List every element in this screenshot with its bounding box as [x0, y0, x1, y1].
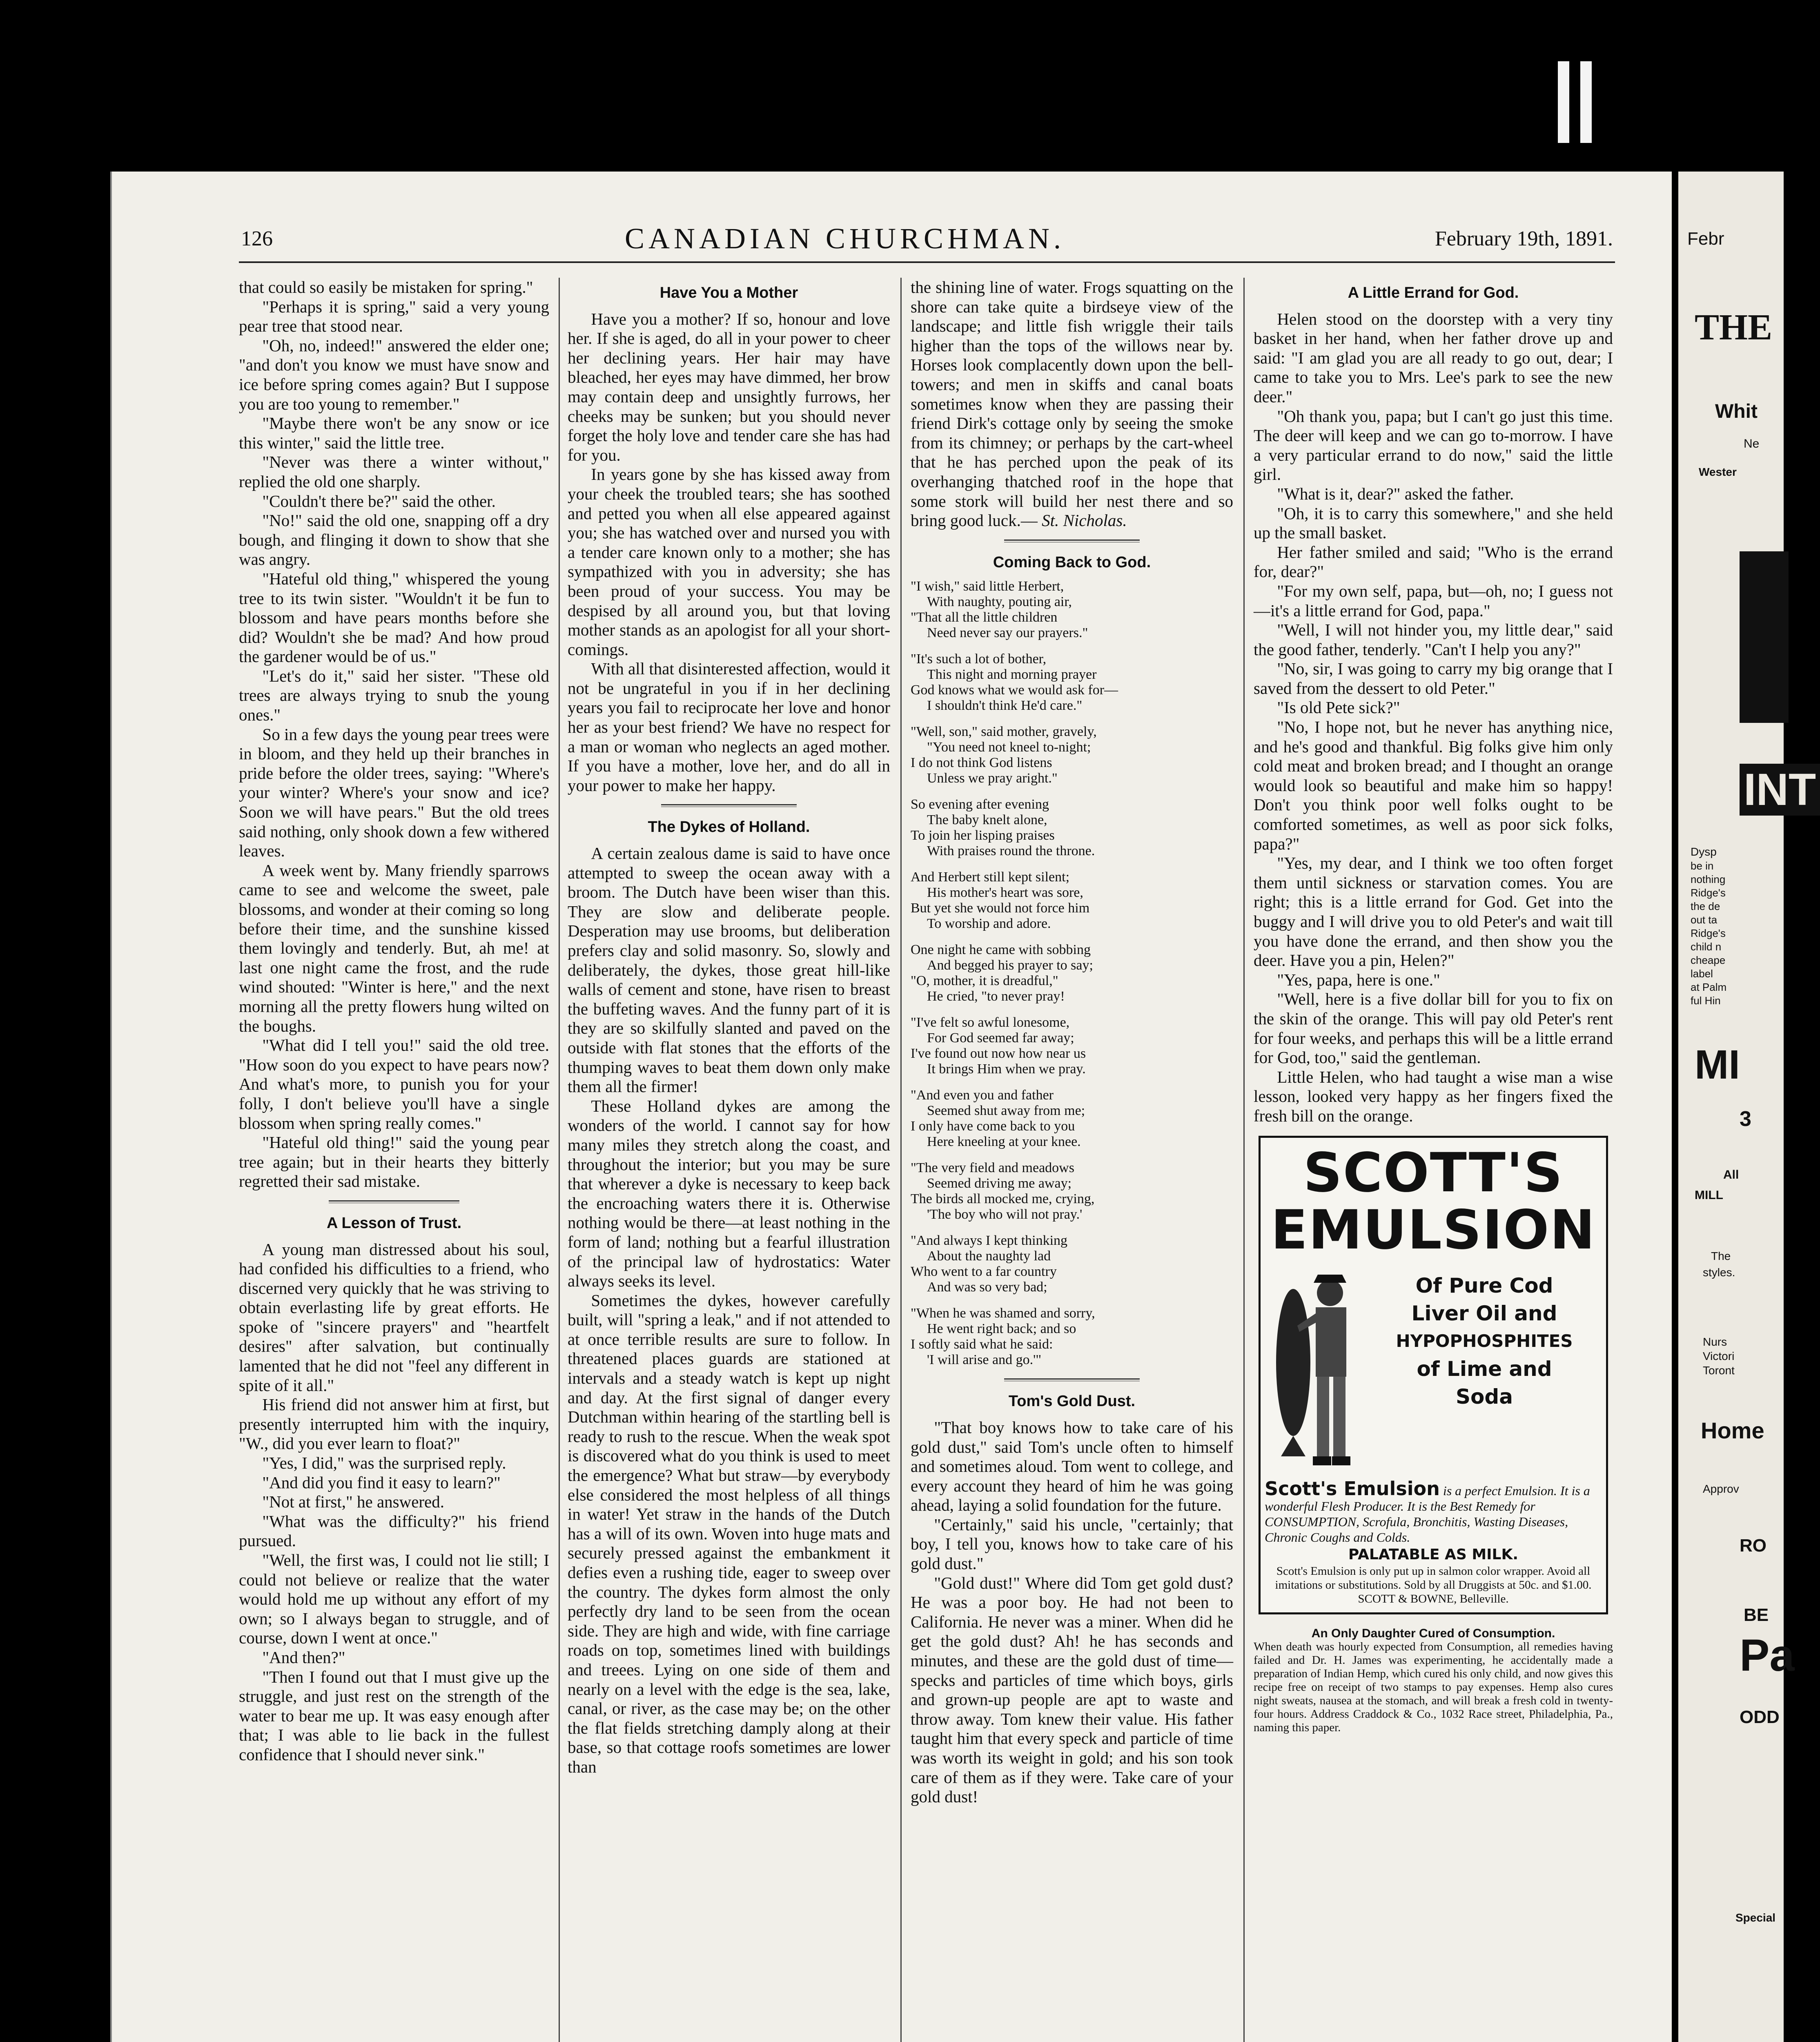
column-rule [900, 278, 902, 2042]
paragraph: These Holland dykes are among the wonders of the world. I cannot say for how many miles they stretch along the coast, and throughout the interior; but you may be sure that wherever a dyke is necessary to keep back the encroaching waters there it is. Otherwise nothing would be there—at least nothing in the form of land; nothing but a fearful illustration of the principal law of hydrostatics: Water always seeks its level. [568, 1096, 890, 1291]
consumption-cure-notice [1254, 1627, 1613, 1734]
paragraph: "No!" said the old one, snapping off a dry bough, and flinging it down to show that she was angry. [239, 511, 549, 569]
paragraph: "Not at first," he answered. [262, 1492, 445, 1511]
edge-block-r [1740, 551, 1789, 723]
poem-line: "When he was shamed and sorry, [911, 1306, 1095, 1321]
paragraph-text: the shining line of water. Frogs squatting on the shore can take quite a birdseye view of the landscape; and little fish wriggle their tails higher than the tops of the willows near by. Horses look complacently down upon the bell-towers; and men in skiffs and canal boats sometimes know when they are passing their friend Dirk's cottage only by seeing the smoke from its chimney; or perhaps by the cart-wheel that he has perched upon the peak of its overhanging thatched roof in the hope that some stork will build her nest there and so bring good luck.— [911, 278, 1233, 530]
edge-text: Approv [1703, 1482, 1739, 1495]
separator [1004, 1378, 1140, 1381]
poem-line: Who went to a far country [911, 1264, 1057, 1280]
poem-line: For God seemed far away; [927, 1030, 1074, 1046]
paragraph: "Gold dust!" Where did Tom get gold dust? He was a poor boy. He had not been to California. He never was a miner. When did he get the gold dust? Ah! he has seconds and minutes, and these are the gold dust of time—specks and particles of time which boys, girls and grown-up people are apt to waste and throw away. Tom knew their value. His father taught him that every speck and particle of time was worth its weight in gold; and his son took care of them as if they were. Take care of your gold dust! [911, 1573, 1233, 1806]
poem-line: "It's such a lot of bother, [911, 651, 1047, 667]
page-number: 126 [241, 227, 273, 250]
paragraph: "Never was there a winter without," replied the old one sharply. [239, 453, 549, 491]
poem-line: Here kneeling at your knee. [927, 1134, 1081, 1150]
edge-text: label [1691, 967, 1713, 980]
fisherman-with-cod-illustration [1265, 1264, 1367, 1477]
poem-line: To join her lisping praises [911, 828, 1055, 843]
edge-text: Ne [1744, 437, 1760, 450]
article-heading: The Dykes of Holland. [648, 818, 810, 836]
issue-date: February 19th, 1891. [1435, 227, 1613, 250]
separator [329, 1200, 459, 1203]
poem-line: But yet she would not force him [911, 901, 1090, 916]
ad-body-text: is a perfect Emulsion. It is a wonderful Flesh Producer. It is the Best Remedy for CONSUMPTION, Scrofula, Bronchitis, Wasting Diseases, Chronic Coughs and Colds. [1265, 1483, 1590, 1545]
paragraph: "Maybe there won't be any snow or ice this winter," said the little tree. [239, 414, 549, 452]
poem-line: 'I will arise and go.'" [927, 1352, 1042, 1368]
article-heading: Tom's Gold Dust. [1008, 1393, 1136, 1410]
article-heading: A Little Errand for God. [1348, 284, 1519, 301]
source-credit: St. Nicholas. [1042, 511, 1127, 530]
header-rule [239, 261, 1615, 263]
poem-line: "I've felt so awful lonesome, [911, 1015, 1070, 1030]
poem-line: "And always I kept thinking [911, 1233, 1068, 1248]
adjacent-page-edge [1678, 172, 1816, 2042]
edge-text: Special [1735, 1911, 1776, 1924]
poem-line: The baby knelt alone, [927, 812, 1047, 828]
paragraph: A certain zealous dame is said to have once attempted to sweep the ocean away with a broom. The Dutch have been wiser than this. They are slow and deliberate people. Desperation may use brooms, but deliberation prefers clay and solid masonry. So, slowly and deliberately, the dykes, those great hill-like walls of cement and stone, have risen to breast the buffeting waves. And the funny part of it is they are so skilfully slanted and paved on the outside with flat stones that the efforts of the thumping waves to beat them down only make them all the firmer! [568, 844, 890, 1096]
article-heading: Have You a Mother [659, 284, 798, 301]
poem-stanza [911, 869, 1233, 932]
poem-line: About the naughty lad [927, 1248, 1051, 1264]
ad-fine-print: Scott's Emulsion is only put up in salmon color wrapper. Avoid all imitations or substitutions. Sold by all Druggists at 50c. and $1.00. [1275, 1565, 1592, 1592]
poem-line: I only have come back to you [911, 1119, 1075, 1134]
edge-text: styles. [1703, 1266, 1735, 1279]
ad-palatable: PALATABLE AS MILK. [1348, 1546, 1519, 1563]
edge-text: Home [1701, 1418, 1764, 1443]
poem-line: "And even you and father [911, 1088, 1054, 1103]
edge-text: Febr [1687, 229, 1724, 249]
article-heading: A Lesson of Trust. [326, 1214, 462, 1232]
edge-text: Ridge's [1691, 927, 1726, 939]
paragraph: "No, I hope not, but he never has anything nice, and he's good and thankful. Big folks give him only cold meat and broken bread; and I thought an orange would look so beautiful and make him so happy! Don't you think poor well folks ought to be comforted sometimes, as well as poor sick folks, papa?" [1254, 718, 1613, 853]
poem-stanza [911, 1015, 1233, 1077]
poem-line: It brings Him when we pray. [927, 1061, 1086, 1077]
paragraph: "No, sir, I was going to carry my big orange that I saved from the dessert to old Peter." [1254, 659, 1613, 698]
poem-line: To worship and adore. [927, 916, 1051, 932]
paragraph: Her father smiled and said; "Who is the errand for, dear?" [1254, 542, 1613, 581]
paragraph: "Let's do it," said her sister. "These old trees are always trying to snub the young ones." [239, 666, 549, 725]
paragraph: "Is old Pete sick?" [1277, 698, 1400, 717]
paragraph: "What is it, dear?" asked the father. [1277, 484, 1514, 503]
poem-line: I softly said what he said: [911, 1337, 1053, 1352]
poem-line: One night he came with sobbing [911, 942, 1091, 958]
poem-line: "Well, son," said mother, gravely, [911, 724, 1097, 740]
ad-title: SCOTT'S [1303, 1141, 1564, 1204]
paragraph: Little Helen, who had taught a wise man a wise lesson, looked very happy as her fingers fixed the fresh bill on the orange. [1254, 1067, 1613, 1125]
paragraph: "That boy knows how to take care of his gold dust," said Tom's uncle often to himself and sometimes aloud. Tom went to college, and every account they heard of him he was going ahead, laying a solid foundation for the future. [911, 1418, 1233, 1515]
paragraph: "Couldn't there be?" said the other. [262, 491, 496, 510]
edge-text: Ridge's [1691, 887, 1726, 899]
poem-line: Unless we pray aright." [927, 771, 1058, 786]
paragraph: "Oh, it is to carry this somewhere," and she held up the small basket. [1254, 504, 1613, 542]
edge-text: ODD [1740, 1707, 1780, 1727]
edge-text: Pa [1740, 1630, 1795, 1681]
paragraph: "What did I tell you!" said the old tree. "How soon do you expect to have pears now? And what's more, to punish you for your folly, I don't believe you'll have a single blossom when spring really comes." [239, 1036, 549, 1132]
poem-line: I've found out now how near us [911, 1046, 1086, 1061]
poem-line: And begged his prayer to say; [927, 958, 1093, 973]
poem-stanza [911, 1233, 1233, 1295]
edge-text: Victori [1703, 1350, 1735, 1362]
edge-text: BE [1744, 1605, 1769, 1625]
paragraph: "Well, here is a five dollar bill for you to fix on the skin of the orange. This will pay old Peter's rent for four weeks, and perhaps this will be a little errand for God, too," said the gentleman. [1254, 990, 1613, 1067]
edge-text: ful Hin [1691, 994, 1721, 1007]
paragraph: "Well, the first was, I could not lie still; I could not believe or realize that the water would hold me up without any effort of my own; so I always began to struggle, and of course, down I went at once." [239, 1551, 549, 1647]
poem-line: I do not think God listens [911, 755, 1052, 771]
poem-stanza [911, 942, 1233, 1004]
paragraph: "Yes, I did," was the surprised reply. [262, 1453, 506, 1473]
paragraph: Sometimes the dykes, however carefully built, will "spring a leak," and if not attended to at once terrible results are sure to follow. In threatened places guards are stationed at intervals and a steady watch is kept up night and day. At the first signal of danger every Dutchman within hearing of the startling bell is ready to rush to the rescue. When the weak spot is discovered what do you think is used to meet the emergence? What but straw—by everybody else considered the most helpless of all things in water! Yet straw in the hands of the Dutch has a will of its own. Woven into huge mats and securely pressed against the embankment it defies even a rushing tide, eager to sweep over the country. The dykes form almost the only perfectly dry land to be seen from the ocean side. They are high and wide, with fine carriage roads on top, sometimes lined with buildings and treees. Lying on one side of them and nearly on a level with the edge is the sea, lake, canal, or river, as the case may be; on the other the flat fields stretching damply along at their base, so that cottage roofs sometimes are lower than [568, 1291, 890, 1776]
paragraph: A week went by. Many friendly sparrows came to see and welcome the sweet, pale blossoms, and wonder at their coming so long before their time, and the sunshine kissed them lovingly and tenderly. But, ah me! at last one night came the frost, and the rude wind shouted: "Winter is here," and the next morning all the pretty flowers hung wilted on the boughs. [239, 860, 549, 1035]
poem-stanza [911, 651, 1233, 713]
poem-line: This night and morning prayer [927, 667, 1097, 682]
edge-text: Dysp [1691, 845, 1717, 858]
paragraph: "Yes, my dear, and I think we too often forget them until sickness or starvation comes. You are right; this is a little errand for God. Get into the buggy and I will drive you to old Peter's and wait till you have done the errand, and then show you the deer. Have you a pin, Helen?" [1254, 854, 1613, 970]
film-bar-top-2 [1580, 61, 1592, 143]
paragraph: "Yes, papa, here is one." [1277, 970, 1440, 989]
ad-middle [1265, 1264, 1602, 1477]
edge-text: All [1723, 1168, 1739, 1182]
poem-line: He went right back; and so [927, 1321, 1076, 1337]
poem-stanza [911, 1088, 1233, 1150]
notice-text: When death was hourly expected from Consumption, all remedies having failed and Dr. H. James was experimenting, he accidentally made a preparation of Indian Hemp, which cured his only child, and now gives this recipe free on receipt of two stamps to pay expenses. Hemp also cures night sweats, nausea at the stomach, and will break a fresh cold in twenty-four hours. Address Craddock & Co., 1032 Race street, Philadelphia, Pa., naming this paper. [1254, 1640, 1613, 1734]
paragraph: In years gone by she has kissed away from your cheek the troubled tears; she has soothed and petted you when all else appeared against you; she has watched over and nursed you with a tender care known only to a mother; she has sympathized with you in adversity; she has been proud of your success. You may be despised by all around you, but that loving mother stands as an apologist for all your short-comings. [568, 465, 890, 659]
poem-stanza [911, 1306, 1233, 1368]
edge-text: MILL [1695, 1188, 1723, 1202]
edge-text: MI [1695, 1042, 1740, 1088]
ad-line: Of Pure Cod [1415, 1273, 1553, 1297]
paragraph: "Oh thank you, papa; but I can't go just this time. The deer will keep and we can go to-morrow. I have a very particular errand to do now," said the little girl. [1254, 406, 1613, 484]
ad-line: of Lime and [1417, 1357, 1552, 1381]
poem-line: 'The boy who will not pray.' [927, 1207, 1083, 1222]
paragraph: His friend did not answer him at first, but presently interrupted him with the inquiry, "W., did you ever learn to float?" [239, 1395, 549, 1453]
poem-line: Need never say our prayers." [927, 625, 1088, 641]
poem-line: Seemed shut away from me; [927, 1103, 1085, 1119]
poem-line: The birds all mocked me, crying, [911, 1191, 1095, 1207]
poem-line: "That all the little children [911, 610, 1058, 625]
column-4 [1254, 278, 1613, 2042]
poem-line: "You need not kneel to-night; [927, 740, 1091, 755]
edge-text: the de [1691, 900, 1720, 912]
poem-line: God knows what we would ask for— [911, 682, 1118, 698]
paragraph: With all that disinterested affection, would it not be ungrateful in you if in her declining years you fail to reciprocate her love and honor her as your best friend? We have no respect for a man or woman who neglects an aged mother. If you have a mother, love her, and do all in your power to make her happy. [568, 659, 890, 795]
column-2 [568, 278, 890, 2042]
paragraph [911, 278, 1233, 531]
poem-stanza [911, 724, 1233, 786]
article-heading: Coming Back to God. [993, 553, 1151, 571]
paragraph: "And did you find it easy to learn?" [262, 1473, 501, 1492]
poem-line: He cried, "to never pray! [927, 989, 1065, 1004]
edge-text: cheape [1691, 954, 1726, 966]
paragraph: "And then?" [262, 1647, 345, 1667]
column-rule [559, 278, 560, 2042]
newspaper-title: CANADIAN CHURCHMAN. [625, 222, 1065, 255]
film-bar-top-1 [1558, 61, 1569, 143]
paragraph: Helen stood on the doorstep with a very tiny basket in her hand, when her father drove up and said: "I am glad you are all ready to go out, dear; I came to take you to Mrs. Lee's park to see the new deer." [1254, 309, 1613, 406]
paragraph: "Well, I will not hinder you, my little dear," said the good father, tenderly. "Can't I help you any?" [1254, 620, 1613, 659]
poem-line: "I wish," said little Herbert, [911, 579, 1064, 594]
scotts-emulsion-advertisement [1259, 1136, 1608, 1615]
edge-text: THE [1695, 307, 1773, 348]
paragraph: "Oh, no, indeed!" answered the elder one; "and don't you know we must have snow and ice before spring comes again? But I suppose you are too young to remember." [239, 336, 549, 413]
edge-text: at Palm [1691, 981, 1727, 993]
ad-product-lines [1367, 1264, 1602, 1477]
poem-line: And was so very bad; [927, 1280, 1047, 1295]
ad-line: HYPOPHOSPHITES [1396, 1331, 1573, 1351]
edge-text: INT [1740, 764, 1820, 816]
ad-line: Liver Oil and [1411, 1301, 1557, 1325]
ad-title: EMULSION [1271, 1198, 1596, 1262]
paragraph: "What was the difficulty?" his friend pursued. [239, 1511, 549, 1550]
poem-line: His mother's heart was sore, [927, 885, 1083, 901]
paragraph: "Hateful old thing," whispered the young tree to its twin sister. "Wouldn't it be fun to blossom and have pears months before she did? Wouldn't she be mad? And how proud the gardener would be of us." [239, 569, 549, 666]
edge-text: child n [1691, 941, 1722, 953]
edge-text: out ta [1691, 914, 1718, 926]
poem-line: "The very field and meadows [911, 1160, 1074, 1176]
paragraph: "Hateful old thing!" said the young pear tree again; but in their hearts they bitterly regretted their sad mistake. [239, 1133, 549, 1191]
edge-text: Toront [1703, 1364, 1735, 1377]
edge-text: Whit [1715, 401, 1758, 422]
paragraph: So in a few days the young pear trees were in bloom, and they held up their branches in pride before the older trees, saying: "Where's your winter? Where's your snow and ice? Soon we will have pears." But the old trees said nothing, only shook down a few withered leaves. [239, 725, 549, 860]
page-header [135, 223, 1613, 259]
edge-text: Nurs [1703, 1335, 1727, 1348]
paragraph: "Certainly," said his uncle, "certainly; that boy, I tell you, knows how to take care of his gold dust." [911, 1515, 1233, 1573]
ad-body [1265, 1477, 1602, 1545]
poem-stanza [911, 797, 1233, 859]
poem-line: Seemed driving me away; [927, 1176, 1072, 1191]
poem-stanza [911, 579, 1233, 641]
paragraph: "Then I found out that I must give up the struggle, and just rest on the strength of the water to bear me up. It was easy enough after that; I was able to lie back in the fullest confidence that I should never sink." [239, 1667, 549, 1764]
column-3 [911, 278, 1233, 2042]
notice-heading: An Only Daughter Cured of Consumption. [1311, 1627, 1555, 1641]
poem-line: "O, mother, it is dreadful," [911, 973, 1058, 989]
poem [911, 579, 1233, 1368]
edge-text: nothing [1691, 873, 1726, 885]
paragraph: that could so easily be mistaken for spring." [239, 278, 533, 296]
ad-body-name: Scott's Emulsion [1265, 1477, 1440, 1500]
poem-line: I shouldn't think He'd care." [927, 698, 1083, 713]
edge-text: Wester [1699, 466, 1737, 478]
column-rule [1243, 278, 1245, 2042]
edge-text: 3 [1740, 1107, 1751, 1131]
column-1 [239, 278, 549, 2042]
separator [661, 804, 797, 807]
paragraph: "For my own self, papa, but—oh, no; I guess not—it's a little errand for God, papa." [1254, 581, 1613, 620]
paragraph: A young man distressed about his soul, had confided his difficulties to a friend, who discerned very quickly that he was striving to obtain everlasting life by great efforts. He spoke of "sincere prayers" and "heartfelt desires" after salvation, but continually lamented that he did not "feel any different in spite of it all." [239, 1239, 549, 1395]
poem-stanza [911, 1160, 1233, 1222]
poem-line: With naughty, pouting air, [927, 594, 1072, 610]
poem-line: And Herbert still kept silent; [911, 869, 1070, 885]
edge-text: be in [1691, 860, 1714, 872]
ad-maker: SCOTT & BOWNE, Belleville. [1358, 1592, 1509, 1606]
poem-line: With praises round the throne. [927, 843, 1095, 859]
poem-line: So evening after evening [911, 797, 1049, 812]
paragraph: "Perhaps it is spring," said a very young pear tree that stood near. [239, 297, 549, 336]
edge-text: The [1711, 1250, 1731, 1262]
edge-text: RO [1740, 1536, 1767, 1556]
separator [1004, 539, 1140, 542]
ad-line: Soda [1456, 1384, 1513, 1409]
paragraph: Have you a mother? If so, honour and love her. If she is aged, do all in your power to cheer her declining years. Her hair may have bleached, her eyes may have dimmed, her brow may contain deep and unsightly furrows, her cheeks may be sunken; but you should never forget the holy love and tender care she has had for you. [568, 309, 890, 464]
